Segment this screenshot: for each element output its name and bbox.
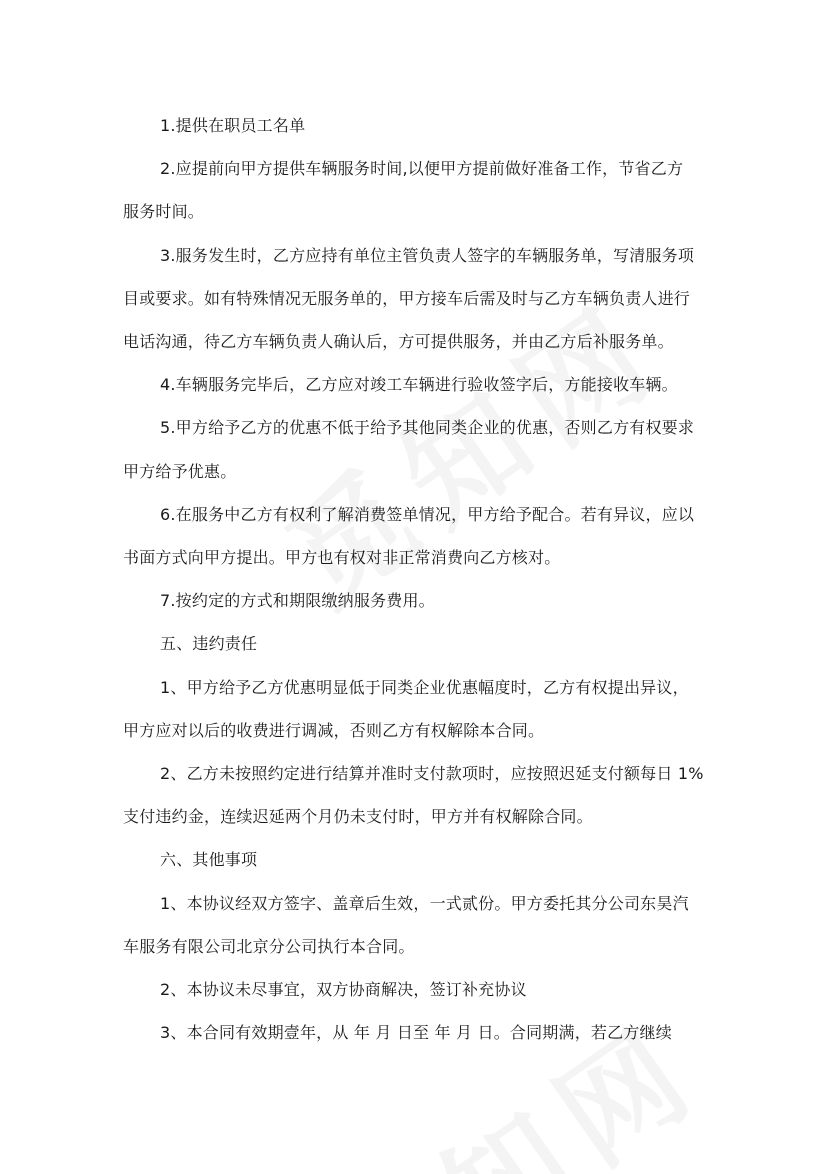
text-line: 2.应提前向甲方提供车辆服务时间,以便甲方提前做好准备工作，节省乙方: [160, 159, 684, 179]
text-line: 6.在服务中乙方有权利了解消费签单情况，甲方给予配合。若有异议，应以: [160, 504, 695, 524]
paragraph-p10: [123, 882, 711, 968]
paragraph-p12: [123, 1011, 711, 1054]
text-line: 4.车辆服务完毕后，乙方应对竣工车辆进行验收签字后，方能接收车辆。: [160, 375, 678, 395]
paragraph-p5: [123, 406, 711, 492]
text-line: 2、乙方未按照约定进行结算并准时支付款项时，应按照迟延支付额每日 1%: [160, 764, 704, 784]
section-heading-h6: [123, 838, 711, 881]
text-line: 7.按约定的方式和期限缴纳服务费用。: [160, 591, 435, 611]
text-line: 甲方给予优惠。: [123, 461, 237, 481]
section-heading-h5: [123, 622, 711, 665]
text-line: 3、本合同有效期壹年，从 年 月 日至 年 月 日。合同期满，若乙方继续: [160, 1023, 672, 1043]
text-line: 1、甲方给予乙方优惠明显低于同类企业优惠幅度时，乙方有权提出异议，: [160, 677, 689, 697]
text-line: 1.提供在职员工名单: [160, 116, 306, 135]
text-line: 服务时间。: [123, 202, 205, 222]
paragraph-p4: [123, 363, 711, 406]
paragraph-p6: [123, 493, 711, 579]
text-line: 目或要求。如有特殊情况无服务单的，甲方接车后需及时与乙方车辆负责人进行: [123, 288, 691, 308]
paragraph-p8: [123, 666, 711, 752]
document-body: [123, 104, 711, 1054]
text-line: 车服务有限公司北京分公司执行本合同。: [123, 936, 415, 956]
text-line: 支付违约金，连续迟延两个月仍未支付时，甲方并有权解除合同。: [123, 807, 593, 827]
text-line: 5.甲方给予乙方的优惠不低于给予其他同类企业的优惠，否则乙方有权要求: [160, 418, 695, 438]
paragraph-p2: [123, 147, 711, 233]
paragraph-p11: [123, 968, 711, 1011]
text-line: 六、其他事项: [160, 850, 258, 870]
paragraph-p3: [123, 234, 711, 364]
text-line: 3.服务发生时，乙方应持有单位主管负责人签字的车辆服务单，写清服务项: [160, 245, 695, 265]
text-line: 甲方应对以后的收费进行调减，否则乙方有权解除本合同。: [123, 720, 545, 740]
text-line: 电话沟通，待乙方车辆负责人确认后，方可提供服务，并由乙方后补服务单。: [123, 332, 674, 352]
text-line: 2、本协议未尽事宜，双方协商解决，签订补充协议: [160, 980, 527, 1000]
text-line: 书面方式向甲方提出。甲方也有权对非正常消费向乙方核对。: [123, 548, 561, 568]
text-line: 五、违约责任: [160, 634, 258, 654]
paragraph-p7: [123, 579, 711, 622]
paragraph-p9: [123, 752, 711, 838]
text-line: 1、本协议经双方签字、盖章后生效，一式贰份。甲方委托其分公司东昊汽: [160, 893, 689, 913]
paragraph-p1: [123, 104, 711, 147]
